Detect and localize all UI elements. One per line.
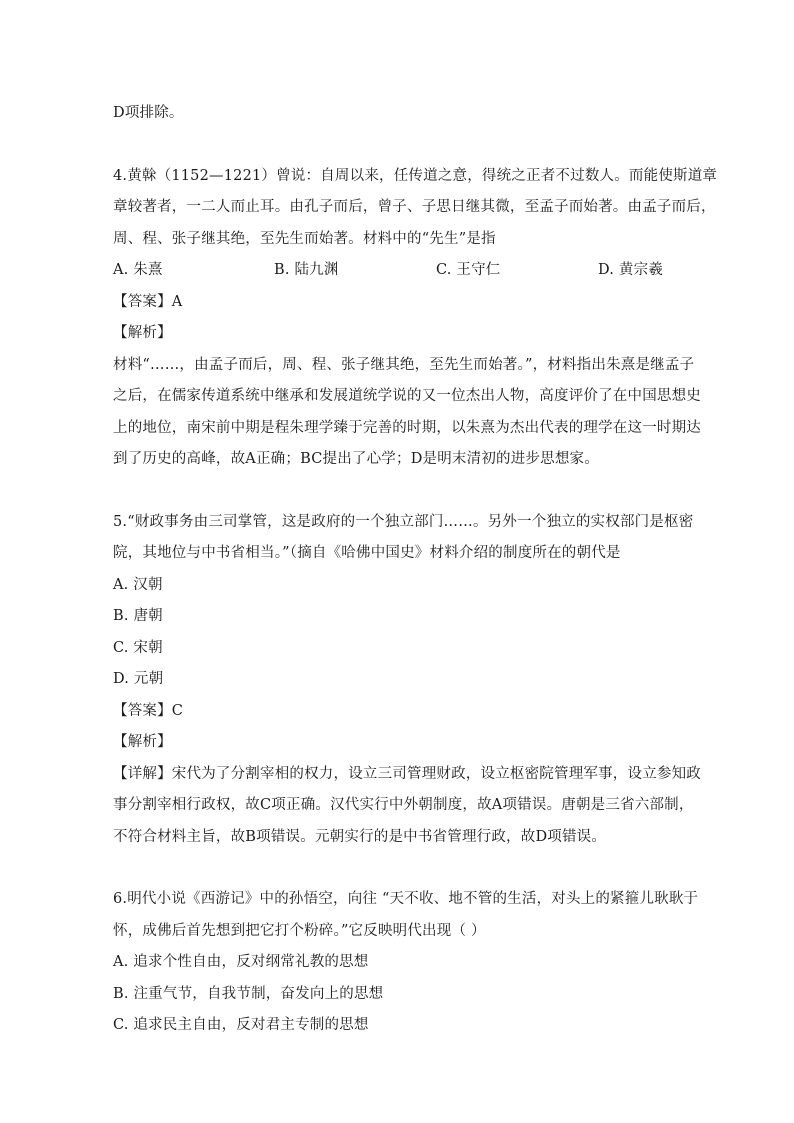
question-4 <box>113 161 718 476</box>
question-5 <box>113 507 701 854</box>
q4-previous-tail: D项排除。 <box>113 105 184 121</box>
answer: 【答案】C <box>113 702 184 719</box>
analysis-line: 【详解】宋代为了分割宰相的权力，设立三司管理财政，设立枢密院管理军事，设立参知政 <box>113 765 701 782</box>
question-text-line: 怀，成佛后首先想到把它打个粉碎。”它反映明代出现（ ） <box>113 922 486 939</box>
analysis-line: 之后，在儒家传道系统中继承和发展道统学说的又一位杰出人物，高度评价了在中国思想史 <box>113 388 701 404</box>
analysis-line: 到了历史的高峰，故A正确；BC提出了心学；D是明末清初的进步思想家。 <box>113 451 599 467</box>
analysis-label: 【解析】 <box>113 734 172 750</box>
analysis-label: 【解析】 <box>113 325 172 341</box>
option-c: C. 追求民主自由，反对君主专制的思想 <box>113 1017 369 1033</box>
option-c: C. 宋朝 <box>113 639 163 656</box>
question-text-line: 章较著者，一二人而止耳。由孔子而后，曾子、子思日继其微，至孟子而始著。由孟子而后， <box>113 199 716 215</box>
analysis-line: 上的地位，南宋前中期是程朱理学臻于完善的时期，以朱熹为杰出代表的理学在这一时期达 <box>113 419 701 436</box>
question-text-line: 院，其地位与中书省相当。”（摘自《哈佛中国史》材料介绍的制度所在的朝代是 <box>113 545 621 561</box>
option-b: B. 陆九渊 <box>274 262 339 278</box>
option-a: A. 汉朝 <box>113 576 163 593</box>
question-text-line: 4.黄榦（1152—1221）曾说：自周以来，任传道之意，得统之正者不过数人。而能使斯道章 <box>113 167 718 184</box>
question-text-line: 6.明代小说《西游记》中的孙悟空，向往 “天不收、地不管的生活，对头上的紧箍儿耿耿于 <box>113 891 699 907</box>
options-row <box>113 255 685 287</box>
option-b: B. 注重气节，自我节制，奋发向上的思想 <box>113 985 384 1002</box>
option-c: C. 王守仁 <box>436 262 501 278</box>
spacer <box>113 853 685 884</box>
option-d: D. 黄宗羲 <box>598 262 664 278</box>
analysis-line: 不符合材料主旨，故B项错误。元朝实行的是中书省管理行政，故D项错误。 <box>113 828 607 845</box>
option-a: A. 朱熹 <box>113 262 163 278</box>
document-page <box>113 98 718 1042</box>
answer: 【答案】A <box>113 293 183 310</box>
option-a: A. 追求个性自由，反对纲常礼教的思想 <box>113 954 369 970</box>
spacer <box>113 130 685 161</box>
option-b: B. 唐朝 <box>113 608 163 624</box>
option-d: D. 元朝 <box>113 671 164 687</box>
analysis-line: 事分割宰相行政权，故C项正确。汉代实行中外朝制度，故A项错误。唐朝是三省六部制， <box>113 797 694 813</box>
question-text-line: 周、程、张子继其绝，至先生而始著。材料中的“先生”是指 <box>113 230 496 247</box>
spacer <box>113 476 685 507</box>
question-text-line: 5.“财政事务由三司掌管，这是政府的一个独立部门……。另外一个独立的实权部门是枢密 <box>113 513 694 530</box>
analysis-line: 材料“……，由孟子而后，周、程、张子继其绝，至先生而始著。”，材料指出朱熹是继孟子 <box>113 356 695 373</box>
question-6 <box>113 884 699 1042</box>
